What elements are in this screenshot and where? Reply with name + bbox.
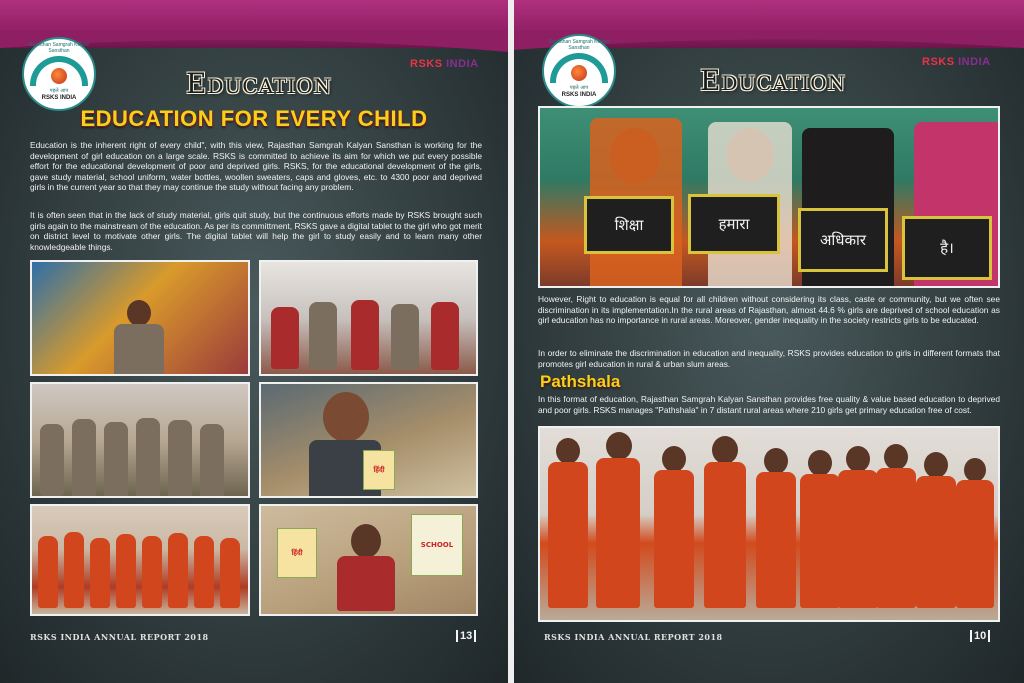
photo-girl-with-books bbox=[259, 504, 478, 616]
intro-paragraph: Education is the inherent right of every child", with this view, Rajasthan Samgrah Kalyan Sansthan is working for the development of girl education on a large scale. RSKS is committed to achieve its aim for which we put every possible effort for the educational development of poor and deprived girls. RSKS, for the educational development of the girls, gave study material, school uniform, water bottles, woollen sweaters, caps and gloves, etc. to 4300 poor and deprived girls in the current year so that they may continue the study without facing any problem. bbox=[30, 140, 482, 193]
photo-girls-uniform bbox=[30, 504, 250, 616]
photo-girls-with-slates bbox=[538, 106, 1000, 288]
book-cover-school: SCHOOL bbox=[411, 514, 463, 576]
logo-name: RSKS INDIA bbox=[41, 94, 77, 101]
logo-arc-icon bbox=[550, 53, 608, 83]
globe-icon bbox=[51, 68, 67, 84]
brand-mark bbox=[922, 56, 991, 68]
brand-india: INDIA bbox=[446, 58, 479, 70]
brand-rsks: RSKS bbox=[410, 58, 443, 70]
second-paragraph: It is often seen that in the lack of study material, girls quit study, but the continuous efforts made by RSKS brought such girls again to the mainstream of the education. As per its committment, RSKS gave a digital tablet to the girl who got merit on district level to motivate other girls. The digital tablet will help the girl to study easily and to learn many other knowledgeable things. bbox=[30, 210, 482, 252]
slate-4: है। bbox=[902, 216, 992, 280]
footer-report-title: RSKS INDIA ANNUAL REPORT 2018 bbox=[30, 632, 209, 642]
section-title: Education bbox=[186, 67, 333, 100]
book-cover-left: हिंदी bbox=[277, 528, 317, 578]
rights-paragraph: However, Right to education is equal for all children without considering its class, caste or community, but we often see discrimination in its implementation.In the rural areas of Rajasthan, almost 44.6 % girls are deprived of school education as girl education has no importance in rural areas. Moreover, gender inequality in the society restricts girls to be educated. bbox=[538, 294, 1000, 326]
photo-children-sweaters bbox=[259, 260, 478, 376]
logo-arc-icon bbox=[30, 56, 88, 86]
rsks-logo bbox=[542, 34, 616, 108]
logo-tagline: पहले आप bbox=[49, 87, 69, 94]
globe-icon bbox=[571, 65, 587, 81]
book-cover-hindi: हिंदी bbox=[363, 450, 395, 490]
slate-2: हमारा bbox=[688, 194, 780, 254]
logo-ring-text: Rajasthan Samgrah Kalyan Sansthan bbox=[28, 42, 90, 54]
headline: EDUCATION FOR EVERY CHILD bbox=[80, 106, 428, 131]
left-page bbox=[0, 0, 508, 683]
photo-boy-with-book bbox=[259, 382, 478, 498]
pathshala-heading: Pathshala bbox=[540, 372, 621, 391]
slate-3: अधिकार bbox=[798, 208, 888, 272]
brand-rsks: RSKS bbox=[922, 56, 955, 68]
slate-1: शिक्षा bbox=[584, 196, 674, 254]
photo-teacher-mural bbox=[30, 260, 250, 376]
photo-pathshala-girls bbox=[538, 426, 1000, 622]
right-page bbox=[514, 0, 1024, 683]
photo-classroom-girls bbox=[30, 382, 250, 498]
logo-ring-text: Rajasthan Samgrah Kalyan Sansthan bbox=[548, 39, 610, 51]
logo-tagline: पहले आप bbox=[569, 84, 589, 91]
page-number: 10 bbox=[970, 630, 990, 642]
section-title: Education bbox=[700, 64, 847, 97]
rsks-logo bbox=[22, 37, 96, 111]
footer-report-title: RSKS INDIA ANNUAL REPORT 2018 bbox=[544, 632, 723, 642]
pathshala-paragraph: In this format of education, Rajasthan Samgrah Kalyan Sansthan provides free quality & value based education to deprived and poor girls. RSKS manages "Pathshala" in 7 distant rural areas where 210 girls get primary education free of cost. bbox=[538, 394, 1000, 415]
brand-mark bbox=[410, 58, 479, 70]
formats-paragraph: In order to eliminate the discrimination in education and inequality, RSKS provides education to girls in different formats that promotes girl education in rural & urban slum areas. bbox=[538, 348, 1000, 369]
logo-name: RSKS INDIA bbox=[561, 91, 597, 98]
brand-india: INDIA bbox=[958, 56, 991, 68]
page-number: 13 bbox=[456, 630, 476, 642]
